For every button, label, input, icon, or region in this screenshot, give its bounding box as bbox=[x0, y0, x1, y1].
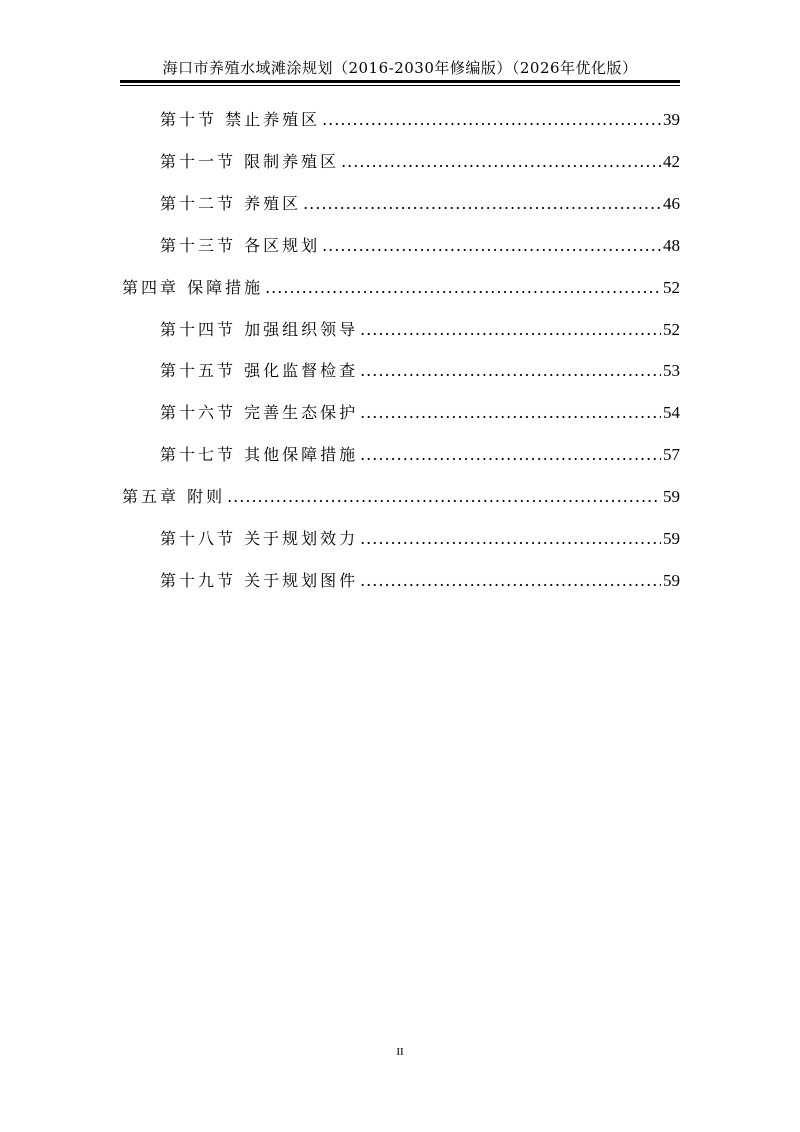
page-number: II bbox=[396, 1046, 404, 1058]
toc-entry-section[interactable] bbox=[160, 400, 680, 424]
toc-entry-page: 42 bbox=[663, 151, 680, 171]
toc-entry-page: 59 bbox=[663, 570, 680, 590]
toc-entry-section[interactable] bbox=[160, 317, 680, 341]
toc-entry-title: 第十节 禁止养殖区 bbox=[160, 110, 321, 129]
toc-entry-chapter[interactable] bbox=[122, 275, 680, 299]
toc-entry-page: 39 bbox=[663, 110, 680, 129]
toc-entry-title: 第十九节 关于规划图件 bbox=[160, 570, 359, 590]
toc-leader-dots bbox=[360, 361, 661, 380]
toc-leader-dots bbox=[322, 110, 661, 129]
toc-entry-section[interactable] bbox=[160, 358, 680, 382]
toc-entry-title: 第十五节 强化监督检查 bbox=[160, 361, 359, 381]
toc-entry-title: 第十二节 养殖区 bbox=[160, 193, 302, 213]
toc-entry-page: 52 bbox=[663, 319, 680, 339]
toc-leader-dots bbox=[360, 403, 661, 422]
toc-leader-dots bbox=[360, 571, 661, 590]
toc-entry-page: 57 bbox=[663, 445, 680, 465]
header-rule-thick bbox=[120, 80, 680, 83]
toc-leader-dots bbox=[322, 236, 661, 255]
toc-leader-dots bbox=[303, 194, 661, 213]
toc-entry-title: 第十四节 加强组织领导 bbox=[160, 319, 359, 339]
toc-entry-page: 54 bbox=[663, 403, 680, 423]
toc-entry-section[interactable] bbox=[160, 526, 680, 550]
toc-entry-page: 46 bbox=[663, 193, 680, 213]
toc-leader-dots bbox=[341, 152, 661, 171]
toc-leader-dots bbox=[227, 487, 661, 506]
header-rule-thin bbox=[120, 85, 680, 86]
toc-leader-dots bbox=[360, 445, 661, 464]
toc-entry-section[interactable] bbox=[160, 107, 680, 131]
toc-entry-title: 第十七节 其他保障措施 bbox=[160, 445, 359, 465]
toc-entry-title: 第十三节 各区规划 bbox=[160, 235, 321, 255]
toc-entry-title: 第四章 保障措施 bbox=[122, 277, 264, 297]
toc-entry-title: 第五章 附则 bbox=[122, 487, 226, 507]
toc-leader-dots bbox=[360, 320, 661, 339]
toc-entry-title: 第十六节 完善生态保护 bbox=[160, 403, 359, 423]
toc-entry-section[interactable] bbox=[160, 568, 680, 592]
toc-entry-page: 48 bbox=[663, 235, 680, 255]
toc-leader-dots bbox=[265, 278, 661, 297]
running-header: 海口市养殖水域滩涂规划（2016-2030年修编版）（2026年优化版） bbox=[162, 59, 638, 77]
toc-leader-dots bbox=[360, 529, 661, 548]
toc-entry-title: 第十一节 限制养殖区 bbox=[160, 151, 340, 171]
toc-entry-chapter[interactable] bbox=[122, 484, 680, 508]
toc-entry-section[interactable] bbox=[160, 191, 680, 215]
toc-entry-section[interactable] bbox=[160, 442, 680, 466]
toc-entry-page: 53 bbox=[663, 361, 680, 381]
toc-entry-section[interactable] bbox=[160, 149, 680, 173]
toc-entry-page: 52 bbox=[663, 277, 680, 297]
toc-entry-section[interactable] bbox=[160, 233, 680, 257]
toc-entry-page: 59 bbox=[663, 487, 680, 507]
toc-entry-page: 59 bbox=[663, 529, 680, 548]
toc-entry-title: 第十八节 关于规划效力 bbox=[160, 529, 359, 548]
